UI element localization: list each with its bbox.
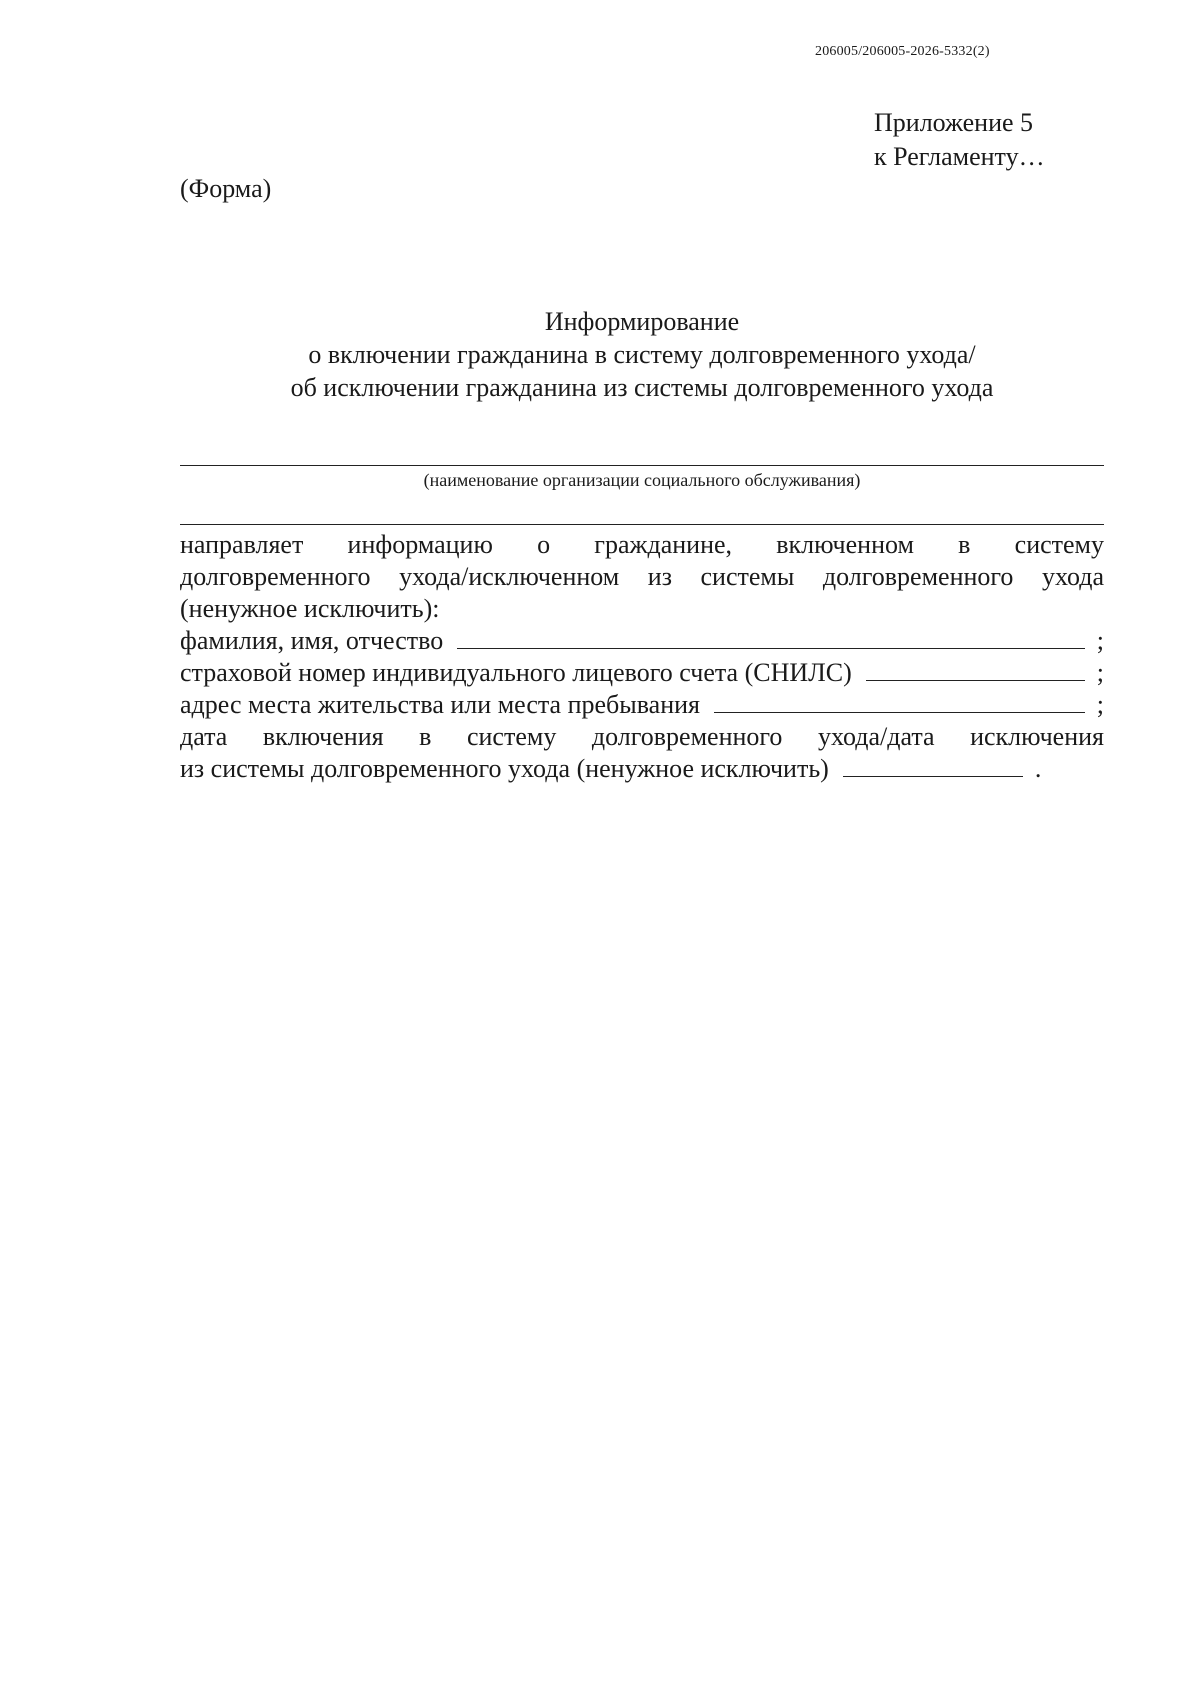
date-label-line-1: дата включения в систему долговременного ухода/дата исключения — [180, 722, 1104, 751]
organization-caption: (наименование организации социального обслуживания) — [423, 470, 861, 490]
document-id: 206005/206005-2026-5332(2) — [815, 44, 990, 59]
full-name-blank[interactable] — [457, 626, 1085, 649]
appendix-number: Приложение 5 — [874, 108, 1034, 137]
appendix-regulation: к Регламенту… — [874, 142, 1045, 171]
snils-blank[interactable] — [866, 658, 1085, 681]
field-date — [180, 753, 1104, 785]
form-body — [180, 529, 1104, 785]
field-address — [180, 689, 1104, 721]
full-name-semicolon: ; — [1096, 626, 1104, 655]
intro-line-3: (ненужное исключить): — [180, 594, 440, 623]
date-label-line-2: из системы долговременного ухода (ненужное исключить) — [180, 754, 829, 783]
field-snils — [180, 657, 1104, 689]
organization-name-line-2[interactable] — [180, 524, 1104, 525]
field-full-name — [180, 625, 1104, 657]
title-line-2: о включении гражданина в систему долговременного ухода/ — [308, 340, 976, 369]
address-label: адрес места жительства или места пребывания — [180, 690, 700, 719]
intro-line-2: долговременного ухода/исключенном из системы долговременного ухода — [180, 562, 1104, 591]
title-line-1: Информирование — [544, 307, 740, 336]
full-name-label: фамилия, имя, отчество — [180, 626, 444, 655]
address-blank[interactable] — [714, 690, 1085, 713]
organization-name-line[interactable] — [180, 465, 1104, 466]
document-title — [180, 305, 1104, 404]
snils-semicolon: ; — [1096, 658, 1104, 687]
address-semicolon: ; — [1096, 690, 1104, 719]
snils-label: страховой номер индивидуального лицевого счета (СНИЛС) — [180, 658, 852, 687]
form-label: (Форма) — [180, 174, 272, 203]
title-line-3: об исключении гражданина из системы долговременного ухода — [290, 373, 994, 402]
date-period: . — [1034, 754, 1042, 783]
appendix-reference — [874, 106, 1045, 174]
intro-line-1: направляет информацию о гражданине, включенном в систему — [180, 530, 1104, 559]
date-blank[interactable] — [843, 754, 1023, 777]
